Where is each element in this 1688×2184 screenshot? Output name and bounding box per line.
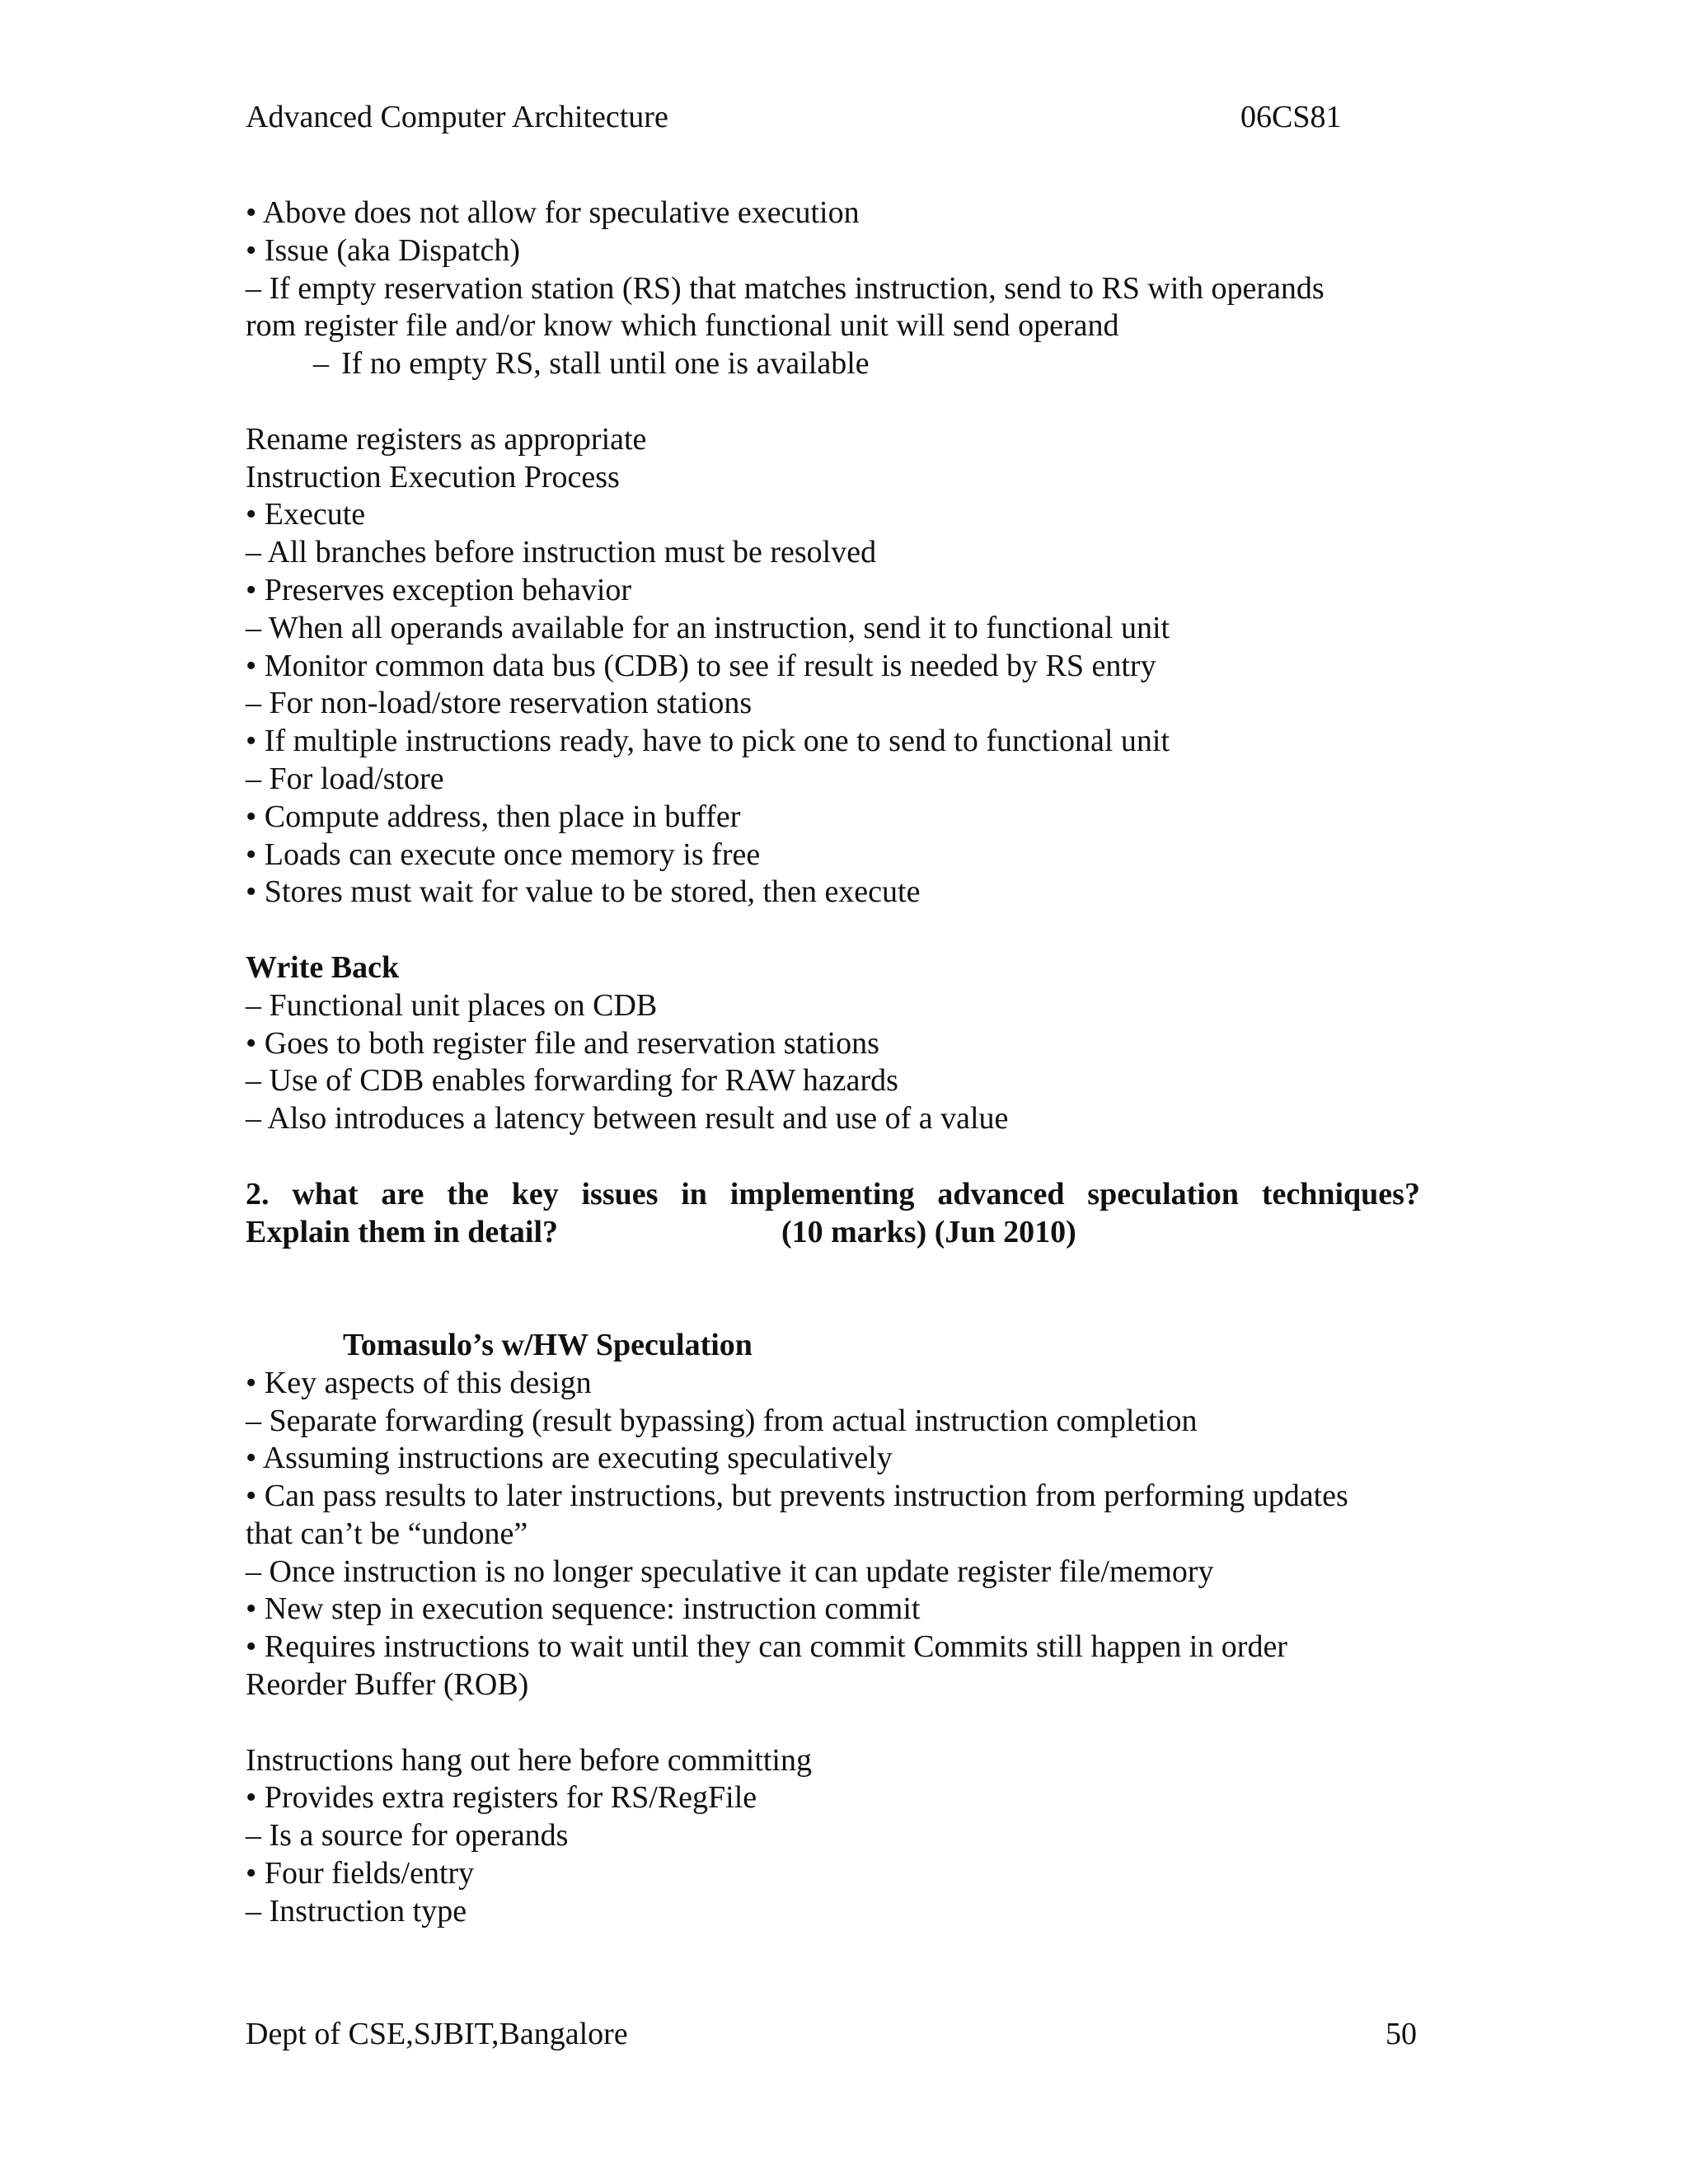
text-line: – Use of CDB enables forwarding for RAW hazards bbox=[246, 1063, 898, 1099]
question-word: are bbox=[381, 1176, 424, 1212]
text-line: – Also introduces a latency between result and use of a value bbox=[246, 1101, 1009, 1137]
text-line: • Execute bbox=[246, 497, 366, 532]
text-line: • Stores must wait for value to be stored, then execute bbox=[246, 874, 921, 910]
text-line: If no empty RS, stall until one is available bbox=[341, 346, 870, 382]
question-word: implementing bbox=[729, 1176, 915, 1212]
text-line: • Assuming instructions are executing speculatively bbox=[246, 1441, 893, 1476]
question-line bbox=[246, 1176, 1420, 1214]
text-line: • Loads can execute once memory is free bbox=[246, 837, 761, 872]
text-line: • Four fields/entry bbox=[246, 1856, 475, 1891]
question-word: the bbox=[447, 1176, 489, 1212]
text-line: • New step in execution sequence: instruction commit bbox=[246, 1591, 921, 1627]
blank-line bbox=[246, 1704, 1420, 1742]
text-line: – For load/store bbox=[246, 761, 444, 796]
indented-dash-line bbox=[246, 345, 1420, 383]
text-line: – Functional unit places on CDB bbox=[246, 987, 658, 1023]
blank-line bbox=[246, 383, 1420, 421]
text-line: Instruction Execution Process bbox=[246, 459, 620, 494]
dash-marker: – bbox=[313, 346, 329, 382]
question-line-2 bbox=[246, 1214, 1420, 1252]
text-line: – All branches before instruction must be resolved bbox=[246, 535, 877, 570]
question-word: techniques? bbox=[1261, 1176, 1420, 1212]
question-word: issues bbox=[581, 1176, 659, 1212]
question-word: advanced bbox=[937, 1176, 1065, 1212]
question-word: key bbox=[511, 1176, 559, 1212]
running-header-title: Advanced Computer Architecture bbox=[246, 100, 668, 134]
text-line: rom register file and/or know which functional unit will send operand bbox=[246, 308, 1119, 344]
text-line: • Provides extra registers for RS/RegFile bbox=[246, 1780, 757, 1816]
blank-line bbox=[246, 912, 1420, 949]
text-line: Instructions hang out here before committing bbox=[246, 1742, 812, 1778]
text-line: • Monitor common data bus (CDB) to see if result is needed by RS entry bbox=[246, 648, 1156, 683]
text-line: – Once instruction is no longer speculative it can update register file/memory bbox=[246, 1554, 1214, 1589]
text-line: Rename registers as appropriate bbox=[246, 421, 647, 457]
write-back-heading: Write Back bbox=[246, 949, 400, 985]
page-body bbox=[246, 194, 1420, 1931]
text-line: • Key aspects of this design bbox=[246, 1365, 592, 1400]
question-word: speculation bbox=[1087, 1176, 1239, 1212]
footer-dept: Dept of CSE,SJBIT,Bangalore bbox=[246, 2017, 628, 2051]
text-line: • Issue (aka Dispatch) bbox=[246, 232, 521, 268]
question-word: what bbox=[292, 1176, 359, 1212]
question-text: Explain them in detail? bbox=[246, 1214, 558, 1249]
question-marks: (10 marks) (Jun 2010) bbox=[781, 1214, 1076, 1249]
blank-line bbox=[246, 1251, 1420, 1327]
text-line: • Requires instructions to wait until they can commit Commits still happen in order bbox=[246, 1629, 1287, 1665]
question-word: 2. bbox=[246, 1176, 270, 1212]
blank-line bbox=[246, 1138, 1420, 1176]
text-line: – Separate forwarding (result bypassing) from actual instruction completion bbox=[246, 1403, 1198, 1438]
text-line: • Above does not allow for speculative execution bbox=[246, 195, 860, 230]
text-line: • Compute address, then place in buffer bbox=[246, 799, 741, 834]
text-line: • Goes to both register file and reservation stations bbox=[246, 1025, 879, 1061]
text-line: that can’t be “undone” bbox=[246, 1516, 528, 1551]
question-word: in bbox=[681, 1176, 707, 1212]
page-number: 50 bbox=[1386, 2017, 1417, 2051]
text-line: • If multiple instructions ready, have to pick one to send to functional unit bbox=[246, 724, 1170, 759]
text-line: Reorder Buffer (ROB) bbox=[246, 1667, 529, 1703]
text-line: • Can pass results to later instructions, but prevents instruction from performing updates bbox=[246, 1479, 1348, 1514]
text-line: – When all operands available for an instruction, send it to functional unit bbox=[246, 610, 1170, 645]
section-heading: Tomasulo’s w/HW Speculation bbox=[343, 1327, 753, 1362]
text-line: – For non-load/store reservation stations bbox=[246, 686, 753, 721]
text-line: – Is a source for operands bbox=[246, 1818, 569, 1854]
running-header-code: 06CS81 bbox=[1240, 100, 1342, 134]
text-line: – If empty reservation station (RS) that matches instruction, send to RS with operands bbox=[246, 270, 1325, 306]
text-line: • Preserves exception behavior bbox=[246, 572, 632, 607]
text-line: – Instruction type bbox=[246, 1893, 467, 1929]
